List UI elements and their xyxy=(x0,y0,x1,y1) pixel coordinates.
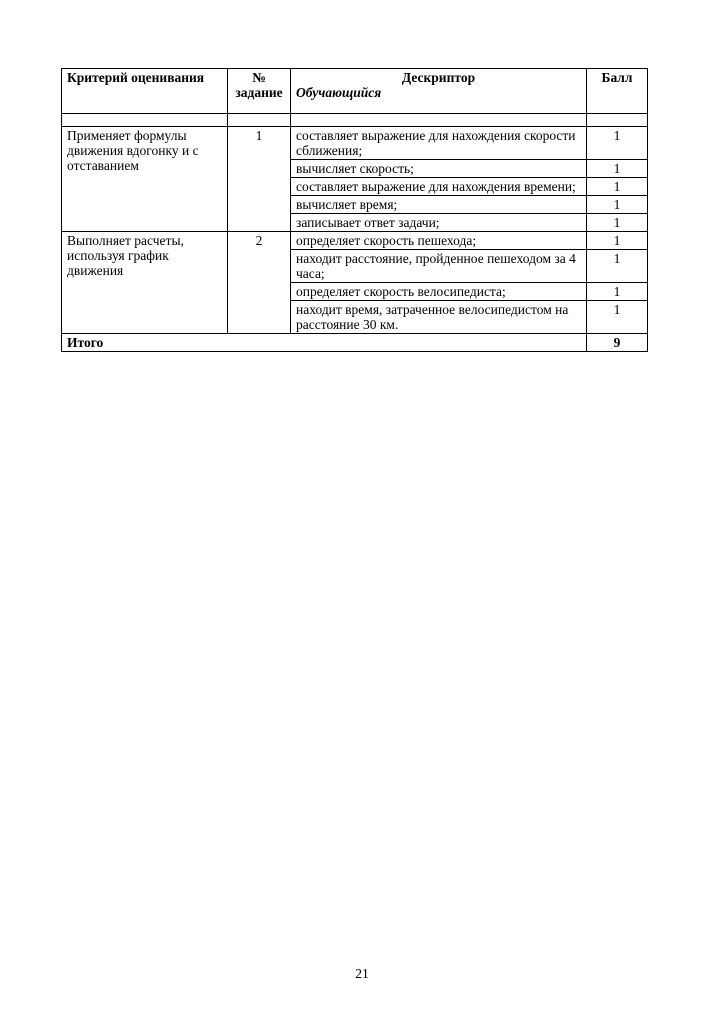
header-descriptor-title: Дескриптор xyxy=(401,70,476,85)
criterion-cell: Выполняет расчеты, используя график движения xyxy=(62,232,228,334)
score-cell: 1 xyxy=(587,127,648,160)
descriptor-cell: записывает ответ задачи; xyxy=(291,214,587,232)
header-descriptor-subtitle: Обучающийся xyxy=(296,85,382,100)
header-descriptor xyxy=(291,69,587,114)
score-cell: 1 xyxy=(587,232,648,250)
score-cell: 1 xyxy=(587,250,648,283)
spacer-row xyxy=(62,114,648,127)
header-task-number-word: задание xyxy=(235,85,283,100)
descriptor-cell: определяет скорость велосипедиста; xyxy=(291,283,587,301)
header-task-number xyxy=(228,69,291,114)
table-row xyxy=(62,127,648,160)
score-cell: 1 xyxy=(587,283,648,301)
total-score: 9 xyxy=(587,334,648,352)
descriptor-cell: составляет выражение для нахождения времени; xyxy=(291,178,587,196)
score-cell: 1 xyxy=(587,160,648,178)
descriptor-cell: вычисляет время; xyxy=(291,196,587,214)
spacer-cell xyxy=(291,114,587,127)
task-number-cell: 2 xyxy=(228,232,291,334)
assessment-rubric-table xyxy=(61,68,648,352)
descriptor-cell: определяет скорость пешехода; xyxy=(291,232,587,250)
table-row xyxy=(62,232,648,250)
table-header-row xyxy=(62,69,648,114)
descriptor-cell: находит время, затраченное велосипедистом на расстояние 30 км. xyxy=(291,301,587,334)
header-score: Балл xyxy=(587,69,648,114)
spacer-cell xyxy=(228,114,291,127)
score-cell: 1 xyxy=(587,214,648,232)
score-cell: 1 xyxy=(587,178,648,196)
header-criterion: Критерий оценивания xyxy=(62,69,228,114)
page-number: 21 xyxy=(355,966,369,981)
spacer-cell xyxy=(587,114,648,127)
spacer-cell xyxy=(62,114,228,127)
total-label: Итого xyxy=(62,334,587,352)
criterion-cell: Применяет формулы движения вдогонку и с отставанием xyxy=(62,127,228,232)
score-cell: 1 xyxy=(587,301,648,334)
score-cell: 1 xyxy=(587,196,648,214)
header-task-number-symbol: № xyxy=(252,70,266,85)
total-row xyxy=(62,334,648,352)
descriptor-cell: вычисляет скорость; xyxy=(291,160,587,178)
descriptor-cell: составляет выражение для нахождения скорости сближения; xyxy=(291,127,587,160)
descriptor-cell: находит расстояние, пройденное пешеходом за 4 часа; xyxy=(291,250,587,283)
task-number-cell: 1 xyxy=(228,127,291,232)
